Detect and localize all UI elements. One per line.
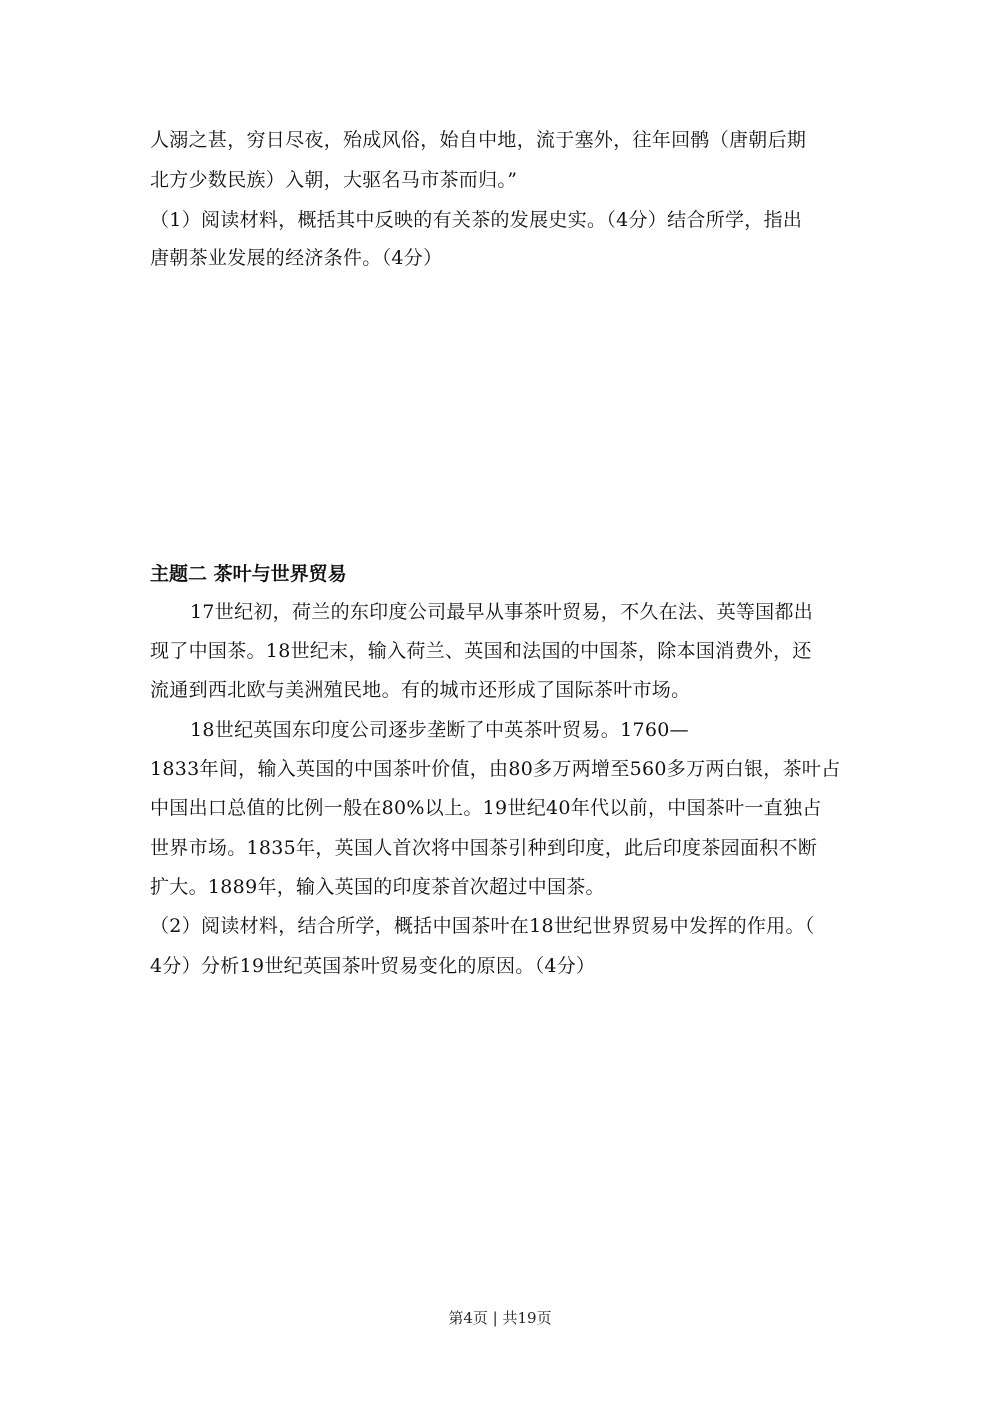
- question-1-line-1: （1）阅读材料，概括其中反映的有关茶的发展史实。（4分）结合所学，指出: [150, 209, 803, 231]
- material-line-1: 人溺之甚，穷日尽夜，殆成风俗，始自中地，流于塞外，往年回鹘（唐朝后期: [150, 129, 807, 151]
- question-1-line-2: 唐朝茶业发展的经济条件。（4分）: [150, 247, 443, 269]
- section-heading: 主题二 茶叶与世界贸易: [150, 563, 347, 585]
- page-number-footer: 第4页 | 共19页: [448, 1309, 552, 1327]
- paragraph-1-line-3: 流通到西北欧与美洲殖民地。有的城市还形成了国际茶叶市场。: [150, 679, 691, 701]
- question-2-line-2: 4分）分析19世纪英国茶叶贸易变化的原因。（4分）: [150, 955, 596, 977]
- material-line-2: 北方少数民族）入朝，大驱名马市茶而归。”: [150, 169, 518, 191]
- paragraph-2-line-3: 中国出口总值的比例一般在80%以上。19世纪40年代以前，中国茶叶一直独占: [150, 797, 822, 819]
- paragraph-2-line-1: 18世纪英国东印度公司逐步垄断了中英茶叶贸易。1760—: [190, 719, 689, 741]
- question-2-line-1: （2）阅读材料，结合所学，概括中国茶叶在18世纪世界贸易中发挥的作用。（: [150, 915, 815, 937]
- paragraph-2-line-5: 扩大。1889年，输入英国的印度茶首次超过中国茶。: [150, 876, 605, 898]
- paragraph-2-line-4: 世界市场。1835年，英国人首次将中国茶引种到印度，此后印度茶园面积不断: [150, 837, 818, 859]
- paragraph-1-line-1: 17世纪初，荷兰的东印度公司最早从事茶叶贸易，不久在法、英等国都出: [190, 601, 814, 623]
- paragraph-1-line-2: 现了中国茶。18世纪末，输入荷兰、英国和法国的中国茶，除本国消费外，还: [150, 640, 812, 662]
- paragraph-2-line-2: 1833年间，输入英国的中国茶叶价值，由80多万两增至560多万两白银，茶叶占: [150, 758, 841, 780]
